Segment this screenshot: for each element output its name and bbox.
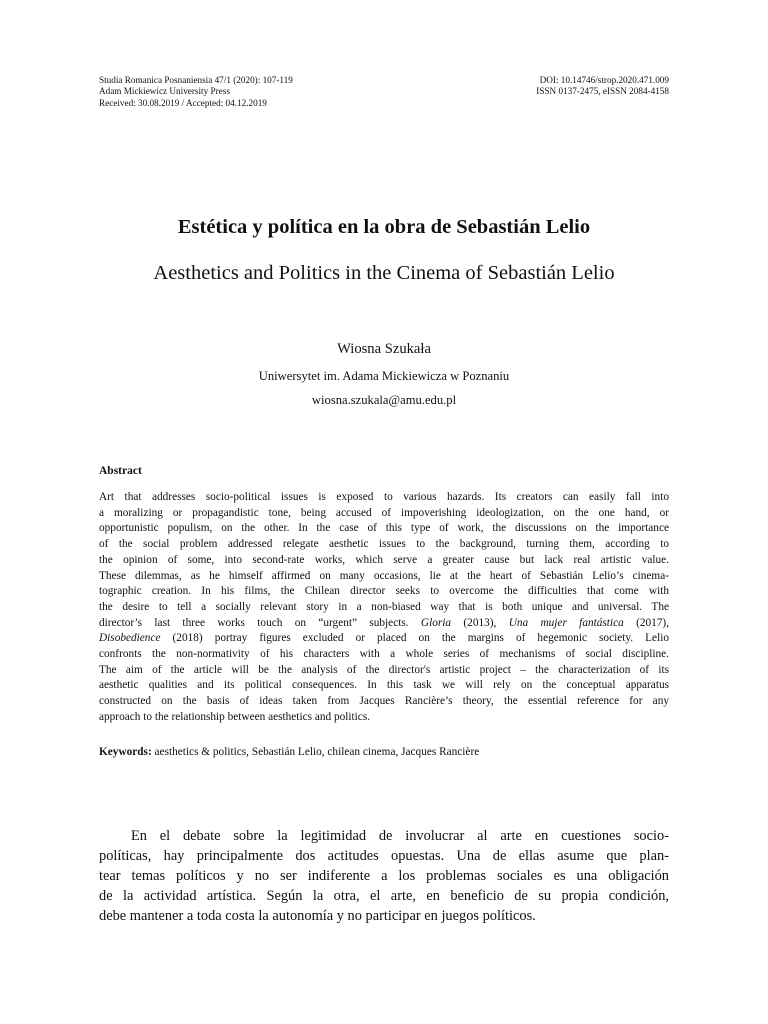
intro-line: tear temas políticos y no ser indiferente a los problemas sociales es una obligación <box>99 868 669 884</box>
author-email: wiosna.szukala@amu.edu.pl <box>311 393 457 407</box>
intro-paragraph <box>99 826 669 926</box>
title-english: Aesthetics and Politics in the Cinema of Sebastián Lelio <box>153 262 615 284</box>
intro-line: políticas, hay principalmente dos actitudes opuestas. Una de ellas asume que plan- <box>99 848 669 864</box>
abstract-line: The aim of the article will be the analysis of the director's artistic project – the characterization of its <box>99 663 669 676</box>
title-spanish: Estética y política en la obra de Sebastián Lelio <box>177 216 591 238</box>
received-accepted-dates: Received: 30.08.2019 / Accepted: 04.12.2019 <box>99 97 267 108</box>
abstract-text: director’s last three works touch on “urgent” subjects. <box>99 616 409 629</box>
abstract-heading: Abstract <box>99 465 142 477</box>
abstract-text: (2013), <box>463 616 497 629</box>
abstract-line-films <box>99 616 669 632</box>
journal-citation: Studia Romanica Posnaniensia 47/1 (2020): 107-119 <box>99 75 293 85</box>
abstract-line: the opinion of some, into second-rate works, which serve a greater cause but lack real artistic value. <box>99 553 669 566</box>
author-name: Wiosna Szukała <box>337 341 431 357</box>
abstract-line: constructed on the basis of ideas taken from Jacques Rancière’s theory, the essential reference for any <box>99 695 669 708</box>
abstract-line: opportunistic populism, on the other. In the case of this type of work, the discussions on the importance <box>99 522 669 535</box>
film-title-disobedience: Disobedience <box>99 632 161 645</box>
identifiers <box>536 75 669 98</box>
abstract-body <box>99 490 669 726</box>
abstract-line: tographic creation. In his films, the Chilean director seeks to overcome the difficulties that come with <box>99 585 669 598</box>
abstract-line: a moralizing or propagandistic tone, being accused of impoverishing ideologization, on the one hand, or <box>99 506 669 519</box>
doi: DOI: 10.14746/strop.2020.471.009 <box>539 75 669 85</box>
keywords <box>99 746 669 758</box>
intro-line: de la actividad artística. Según la otra, el arte, en beneficio de su propia condición, <box>99 888 669 904</box>
abstract-line: the desire to tell a socially relevant story in a non-biased way that is both unique and universal. The <box>99 600 669 613</box>
abstract-line: aesthetic qualities and its political consequences. In this task we will rely on the conceptual apparatus <box>99 679 669 692</box>
abstract-line <box>99 631 669 647</box>
issn: ISSN 0137-2475, eISSN 2084-4158 <box>536 86 669 97</box>
abstract-text: (2018) portray figures excluded or placed on the margins of hegemonic society. Lelio <box>172 632 669 645</box>
abstract-line: These dilemmas, as he himself affirmed on many occasions, lie at the heart of Sebastián Lelio’s cinema- <box>99 569 669 582</box>
keywords-text: aesthetics & politics, Sebastián Lelio, chilean cinema, Jacques Rancière <box>154 746 480 758</box>
abstract-line: confronts the non-normativity of his characters with a whole series of mechanisms of social discipline. <box>99 648 669 661</box>
film-title-mujer: Una mujer fantástica <box>508 616 624 629</box>
abstract-text: (2017), <box>636 616 670 629</box>
publisher: Adam Mickiewicz University Press <box>99 86 230 97</box>
intro-line: En el debate sobre la legitimidad de involucrar al arte en cuestiones socio- <box>131 828 669 844</box>
journal-info <box>99 75 293 109</box>
intro-line: debe mantener a toda costa la autonomía y no participar en juegos políticos. <box>99 908 536 924</box>
author-affiliation: Uniwersytet im. Adama Mickiewicza w Poznaniu <box>258 369 510 383</box>
film-title-gloria: Gloria <box>420 616 452 629</box>
abstract-line: approach to the relationship between aesthetics and politics. <box>99 710 371 723</box>
abstract-line: of the social problem addressed relegate aesthetic issues to the background, turning them, according to <box>99 538 669 551</box>
keywords-label: Keywords: <box>99 746 152 758</box>
abstract-line: Art that addresses socio-political issues is exposed to various hazards. Its creators can easily fall into <box>99 491 669 503</box>
